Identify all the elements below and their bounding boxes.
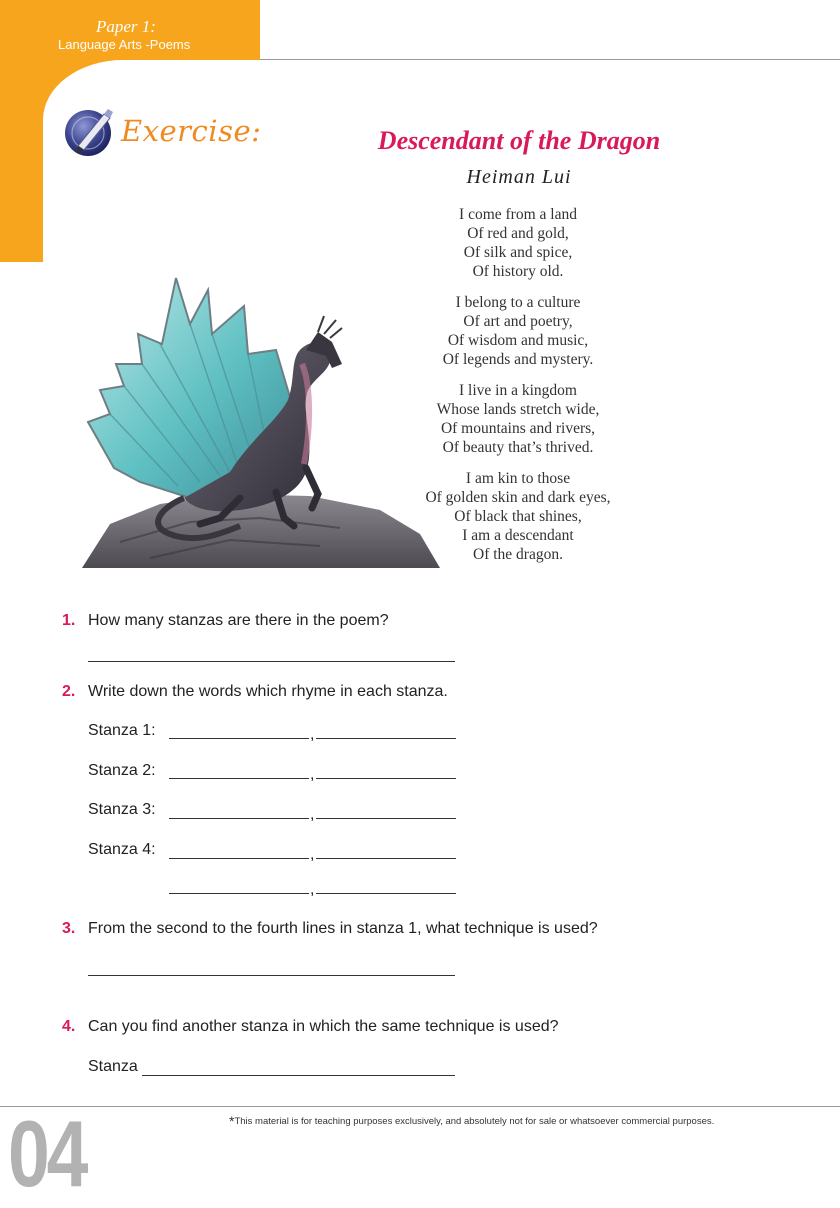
rhyme-blank[interactable] [169,893,309,894]
footer-note-text: This material is for teaching purposes exclusively, and absolutely not for sale or whatsoever commercial purposes. [234,1116,715,1127]
rhyme-label-stanza-3: Stanza 3: [88,801,156,818]
dragon-illustration [80,272,442,568]
bottom-rule [0,1106,840,1107]
poem-line: I live in a kingdom [459,382,577,399]
rhyme-blank[interactable] [316,818,456,819]
question-3 [62,920,598,938]
rhyme-blank[interactable] [316,778,456,779]
question-number: 4. [62,1018,76,1035]
poem-line: Of silk and spice, [463,244,573,261]
rhyme-blank[interactable] [169,858,309,859]
rhyme-separator: , [310,881,315,898]
question-text: From the second to the fourth lines in stanza 1, what technique is used? [88,920,598,937]
footer-note [229,1113,714,1129]
rhyme-separator: , [310,726,315,743]
question-2 [62,683,448,701]
poem-line: Of red and gold, [467,225,569,242]
rhyme-blank[interactable] [316,858,456,859]
question-number: 1. [62,612,76,629]
poem-line: I come from a land [459,206,577,223]
rhyme-label-stanza-4: Stanza 4: [88,841,156,858]
rhyme-blank[interactable] [169,778,309,779]
rhyme-blank[interactable] [169,738,309,739]
top-rule [260,59,840,60]
answer-line[interactable] [88,975,455,976]
q4-stanza-prefix: Stanza [88,1058,138,1075]
question-text: How many stanzas are there in the poem? [88,612,389,629]
footnote-star: * [229,1113,235,1129]
poem-author: Heiman Lui [466,166,572,188]
poem-line: Of beauty that’s thrived. [442,439,594,456]
rhyme-separator: , [310,806,315,823]
paper-subject: Language Arts -Poems [58,37,191,52]
pen-badge-icon [64,106,116,158]
question-4 [62,1018,559,1036]
exercise-heading: Exercise: [121,114,262,148]
poem-line: Of history old. [472,263,564,280]
rhyme-label-stanza-2: Stanza 2: [88,762,156,779]
answer-line[interactable] [88,661,455,662]
poem-line: I am kin to those [465,470,571,487]
poem-line: Of the dragon. [473,546,563,563]
rhyme-blank[interactable] [316,893,456,894]
page-number: 04 [8,1101,86,1206]
question-text: Can you find another stanza in which the same technique is used? [88,1018,559,1035]
rhyme-separator: , [310,766,315,783]
rhyme-blank[interactable] [316,738,456,739]
stanza-1 [380,205,656,281]
poem-line: Of black that shines, [454,508,582,525]
paper-title: Paper 1: [96,17,156,36]
rhyme-separator: , [310,846,315,863]
answer-line[interactable] [142,1075,455,1076]
question-text: Write down the words which rhyme in each stanza. [88,683,448,700]
rhyme-label-stanza-1: Stanza 1: [88,722,156,739]
poem-title: Descendant of the Dragon [377,126,661,155]
poem-line: Of golden skin and dark eyes, [425,489,611,506]
poem-line: Of art and poetry, [463,313,573,330]
poem-line: I am a descendant [462,527,574,544]
question-number: 3. [62,920,76,937]
poem-line: Of mountains and rivers, [440,420,596,437]
poem-line: Of wisdom and music, [447,332,589,349]
rhyme-blank[interactable] [169,818,309,819]
question-1 [62,612,389,630]
side-bar [0,60,43,262]
question-number: 2. [62,683,76,700]
poem-line: Whose lands stretch wide, [436,401,600,418]
poem-line: Of legends and mystery. [442,351,594,368]
poem-line: I belong to a culture [455,294,581,311]
